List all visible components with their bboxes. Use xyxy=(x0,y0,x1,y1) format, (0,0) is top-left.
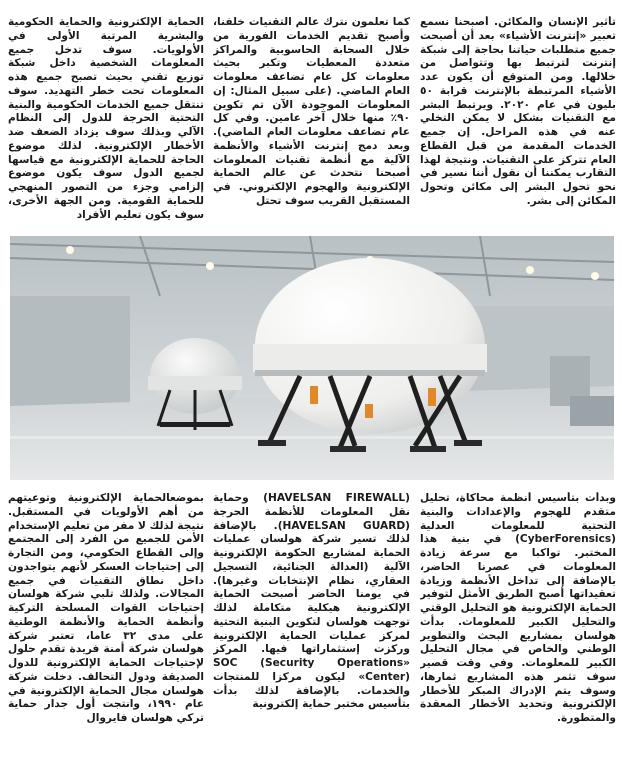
paragraph: (HAVELSAN FIREWALL) وحماية نقل المعلومات للأنظمة الحرجة (HAVELSAN GUARD). بالإضافة لذلك تسير شركة هولسان عمليات الحماية لمشاريع الحكومة الإلكترونية الآلية (العدالة الجنائية، التسجيل العقاري، نظام الإنتخابات وغيرها). في يومنا الحاضر أصبحت الحماية الإلكترونية هيكلية متكاملة لذلك توجهت هولسان لتكوين البنية التحتية لمركز عمليات الحماية الإلكترونية وركزت إستثماراتها فيها. المركز «SOC (Security Operations Center)» ليكون مركزا للمنتجات والخدمات. بالإضافة لذلك بدأت بتأسيس مختبر حماية إلكترونية xyxy=(213,492,410,711)
paragraph: الحماية الإلكترونية والحماية الحكومية والبشرية المرتبة الأولى في الأولويات. سوف تدخل جميع المعلومات الشخصية داخل شبكة توزيع تقني بحيث تصبح جميع هذه المعلومات تحت خطر التهديد. سوف تنتقل جميع الخدمات الحكومية والبنية التحتية الحرجة للدول إلى النظام الآلي وبذلك سوف يزداد الضعف ضد الأخطار الإلكترونية. لذلك موضوع الحاجة للحماية الإلكترونية مع قياسها لجميع الدول سوف يكون موضوع إلزامي وجزء من التصور المنهجي للحماية القومية. ومن الجهة الأخرى، سوف يكون تعليم الأفراد xyxy=(8,16,204,221)
text-column-top-right xyxy=(420,16,616,234)
paragraph: كما تعلمون نترك عالم التقنيات خلفنا، وأصبح تقديم الخدمات الفورية من خلال السحابة الحاسوبية والمراكز متعددة المعطيات وتكبر بحيث معلومات كل عام تضاعف معلومات العام الماضي. (على سبيل المثال: إن المعلومات الموجودة الآن تم تكوين ٩٠٪ منها خلال آخر عامين. وفي كل عام تضاعف معلومات العام الماضي). وبعد دمج إنترنت الأشياء والأنظمة الآلية مع أنظمة تقنيات المعلومات أصبحنا نتحدث عن عالم الحماية الإلكترونية والهجوم الإلكتروني. في المستقبل القريب سوف تحتل xyxy=(213,16,410,207)
paragraph: تأثير الإنسان والمكائن. أصبحنا نسمع تعبير «إنترنت الأشياء» بعد أن أصبحت جميع متطلبات حياتنا بحاجة إلى شبكة إنترنت لترتبط بها وتتواصل من خلالها. ومن المتوقع أن يكون عدد الأشياء المرتبطة بالإنترنت قرابة ٥٠ بليون في عام ٢٠٢٠. ويرتبط البشر مع التقنيات بشكل لا يمكن التخلي عنه في هذه المراحل. إن جميع الخدمات المقدمة من قبل القطاع العام تتركز على التقنيات. ونتيجة لهذا التقارب يمكننا أن نقول أننا نسير في نحو تحول البشر إلى مكائن وتحول المكائن إلى بشر. xyxy=(420,16,616,207)
text-column-bottom-left xyxy=(8,492,204,767)
text-column-bottom-middle xyxy=(213,492,410,767)
text-column-top-left xyxy=(8,16,204,234)
text-column-top-middle xyxy=(213,16,410,234)
paragraph: وبدأت بتأسيس أنظمة محاكاة، تحليل متقدم للهجوم والإعدادات والبنية التحتية للمعلومات العدلية (CyberForensics) في بنية هذا المختبر. تواكبا مع سرعة زيادة المعلومات في عصرنا الحاضر، بالإضافة إلى تداخل الأنظمة وزيادة تعقيداتها أصبح الطريق الأمثل لتوفير الحماية الإلكترونية هو التحليل الوقتي والتحليل الكبير للمعلومات. بدأت هولسان بمشاريع البحث والتطوير الوطني والخاص في مجال التحليل الكبير للمعلومات. وفي وقت قصير سوف تثمر هذه المشاريع ثمارها، وسوف يتم الإدراك المبكر للأخطار الإلكترونية وتحديد الأخطار المعقدة والمتطورة. xyxy=(420,492,616,724)
text-column-bottom-right xyxy=(420,492,616,767)
paragraph: بموضعالحماية الإلكترونية وتوعيتهم من أهم الأولويات في المستقبل. نتيجة لذلك لا مفر من تعليم الإستخدام الأمن للجميع من الفرد إلى المجتمع وإلى القطاع الحكومي، ومن التجارة إلى إحتياجات العسكر لأنهم يتواجدون داخل نطاق التقنيات في جميع المجالات. ولذلك تلبي شركة هولسان إحتياجات القوات المسلحة التركية وأنظمة الحماية والأنظمة الوطنية على مدى ٣٢ عاما، تعتبر شركة هولسان شركة أمنة فريدة تقدم حلول لإحتياجات الحماية الإلكترونية للدول الصديقة ودول التحالف. دخلت شركة هولسان مجال الحماية الإلكترونية في عام ١٩٩٠، وانتجت أول جدار حماية تركي هولسان فايروال xyxy=(8,492,204,724)
flight-simulator-hangar-photo xyxy=(10,236,614,480)
